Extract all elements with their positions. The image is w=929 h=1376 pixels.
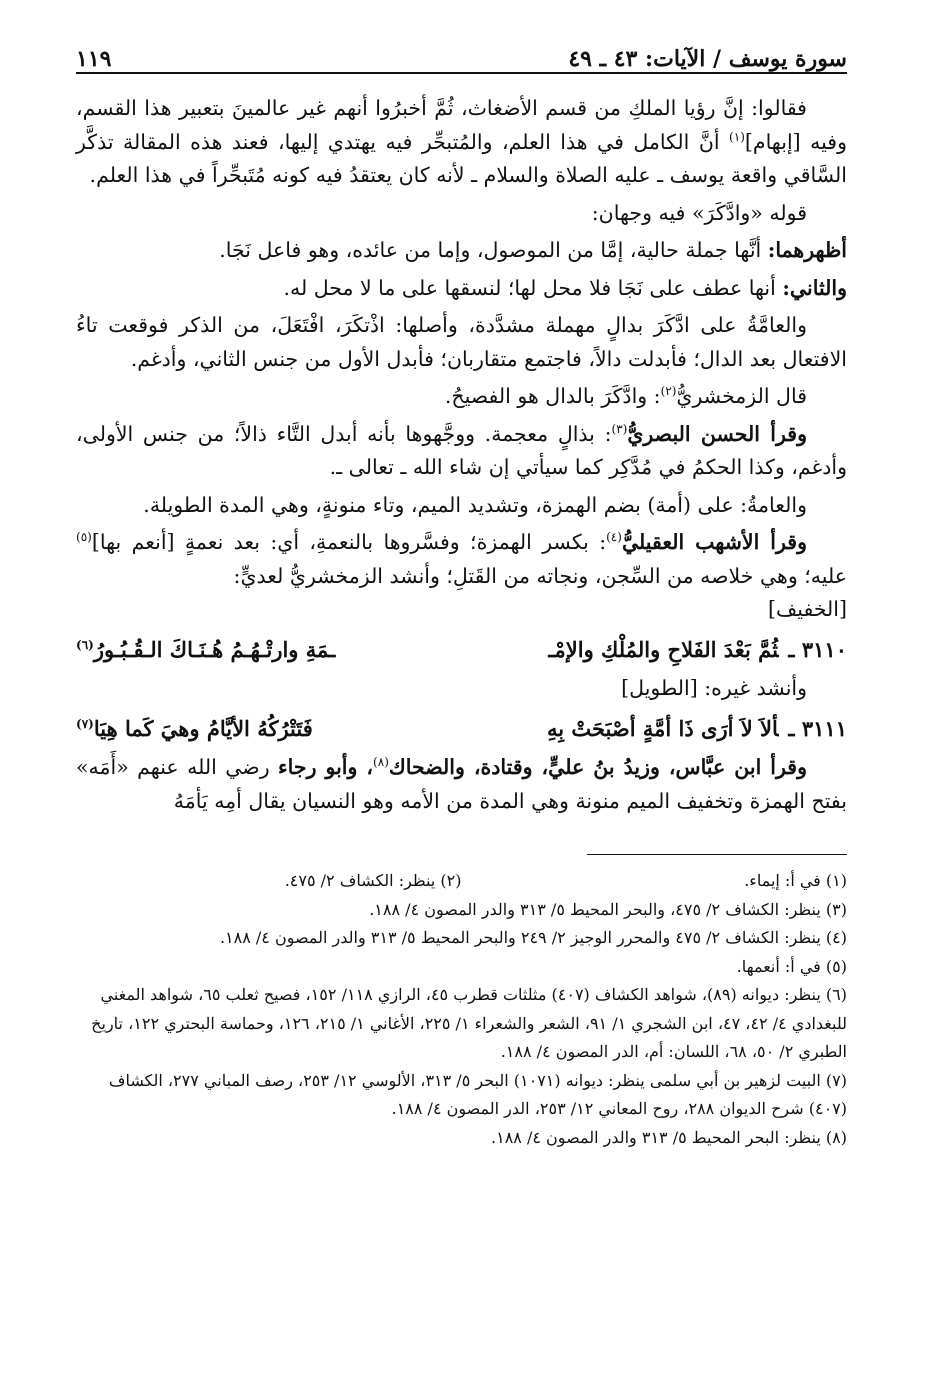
- poetry-verse: [76, 633, 847, 667]
- poetry-verse: [76, 712, 847, 746]
- footnote-1: (١) في أ: إيماء.: [744, 871, 847, 890]
- footnote-7: (٧) البيت لزهير بن أبي سلمى ينظر: ديوانه (١٠٧١) البحر ٥/ ٣١٣، الألوسي ١٢/ ٢٥٣، رصف المباني ٢٧٧، الكشاف (٤٠٧) شرح الديوان ٢٨٨، روح المعاني ١٢/ ٢٥٣، الدر المصون ٤/ ١٨٨.: [108, 1070, 847, 1118]
- footnotes: [76, 867, 847, 1152]
- bold-lead: أظهرهما:: [767, 238, 847, 262]
- running-title: سورة يوسف / الآيات: ٤٣ ـ ٤٩: [568, 46, 847, 72]
- footnote-ref[interactable]: (٣): [611, 421, 628, 436]
- footnote-6: (٦) ينظر: ديوانه (٨٩)، شواهد الكشاف (٤٠٧) مثلثات قطرب ٤٥، الرازي ١١٨/ ١٥٢، فصيح ثعلب ٦٥، شواهد المغني للبغدادي ٤/ ٤٢، ٤٧، ابن الشجري ١/ ٩١، الشعر والشعراء ١/ ٢٢٥، الأغاني ١/ ٢١٥، ١٢٦، وحماسة البحتري ١٢٢، تاريخ الطبري ٢/ ٥٠، ٦٨، اللسان: أم، الدر المصون ٤/ ١٨٨.: [91, 985, 847, 1061]
- paragraph: [76, 272, 847, 306]
- footnote-row: [76, 867, 847, 896]
- bold-lead: ، وأبو رجاء: [278, 755, 374, 779]
- text: فَتَتْرُكُهُ الأيَّامُ وهيَ كَما هِيَا: [93, 715, 313, 741]
- paragraph: [76, 309, 847, 376]
- bold-lead: والثاني:: [782, 275, 847, 300]
- verse-first-hemistich: [548, 633, 847, 667]
- verse-second-hemistich: [76, 633, 335, 667]
- paragraph: [76, 672, 847, 706]
- paragraph: [76, 380, 847, 414]
- text: ألاَ لاَ أرَى ذَا أمَّةٍ أصْبَحَتْ بِهِ: [546, 715, 779, 741]
- text: فقالوا: إنَّ رؤيا الملكِ من قسم الأضغاث، ثُمَّ أخبرُوا أنهم غير عالمينَ بتعبير هذا القسم، وفيه [إبهام]: [76, 96, 847, 154]
- text: وأنشد غيره: [الطويل]: [621, 676, 807, 700]
- verse-number: ٣١١٠ ـ: [788, 636, 847, 662]
- text: أنَّها جملة حالية، إمَّا من الموصول، وإما من عائده، وهو فاعل نَجَا.: [219, 238, 768, 262]
- paragraph: [76, 92, 847, 193]
- text: ـمَةِ وارتْـهُـمُ هُـنَـاكَ الـقُـبُـورُ: [93, 636, 336, 662]
- footnote-ref[interactable]: (٤): [606, 530, 622, 545]
- paragraph: [76, 418, 847, 485]
- text: عليه؛ وهي خلاصه من السِّجن، ونجاته من القَتلِ؛ وأنشد الزمخشريُّ لعديٍّ:: [233, 563, 847, 588]
- footnote-ref[interactable]: (١): [729, 129, 745, 144]
- paragraph: [76, 751, 847, 818]
- footnote-ref[interactable]: (٧): [76, 716, 94, 731]
- text: : بذالٍ معجمة. ووجَّهوها بأنه أبدل التَّاء ذالاً؛ من جنس الأولى، وأدغم، وكذا الحكمُ في مُدَّكِر كما سيأتي إن شاء الله ـ تعالى ـ.: [76, 421, 847, 479]
- footnote-2: (٢) ينظر: الكشاف ٢/ ٤٧٥.: [284, 871, 462, 890]
- page-header: [76, 38, 847, 74]
- footnote-ref[interactable]: (٦): [76, 637, 94, 652]
- text: ثُمَّ بَعْدَ الفَلاحِ والمُلْكِ والإمْـ: [548, 636, 779, 662]
- footnote-ref[interactable]: (٥): [76, 530, 92, 545]
- footnote-ref[interactable]: (٨): [373, 755, 389, 770]
- text: : وادَّكَرَ بالدال هو الفصيحُ.: [444, 384, 661, 408]
- bold-lead: وقرأ الحسن البصريُّ: [627, 421, 807, 446]
- text: قوله «وادَّكَرَ» فيه وجهان:: [591, 200, 807, 225]
- footnote-divider: [587, 854, 847, 855]
- footnote-8: (٨) ينظر: البحر المحيط ٥/ ٣١٣ والدر المصون ٤/ ١٨٨.: [491, 1127, 847, 1147]
- bold-lead: وقرأ ابن عبَّاس، وزيدُ بنُ عليٍّ، وقتادة، والضحاك: [388, 755, 807, 779]
- paragraph: [76, 526, 847, 627]
- footnote-5: (٥) في أ: أنعمها.: [736, 956, 847, 976]
- main-text: [76, 92, 847, 818]
- bold-lead: وقرأ الأشهب العقيليُّ: [621, 530, 807, 554]
- footnote-3: (٣) ينظر: الكشاف ٢/ ٤٧٥، والبحر المحيط ٥/ ٣١٣ والدر المصون ٤/ ١٨٨.: [369, 899, 847, 919]
- text: والعامةُ: على (أمة) بضم الهمزة، وتشديد الميم، وتاء منونةٍ، وهي المدة الطويلة.: [143, 492, 807, 517]
- text: رضي الله عنهم «أَمَه» بفتح الهمزة وتخفيف الميم منونة وهي المدة من الأمه وهو النسيان يقال أمِه يَأمَهُ: [76, 755, 847, 813]
- paragraph: [76, 234, 847, 268]
- text: أنها عطف على نَجَا فلا محل لها؛ لنسقها على ما لا محل له.: [283, 275, 783, 300]
- text: والعامَّةُ على ادَّكَرَ بدالٍ مهملة مشدَّدة، وأصلها: اذْتكَرَ، افْتَعَلَ، من الذكر فوقعت تاءُ الافتعال بعد الدال؛ فأبدلت دالاً، فاجتمع متقاربان؛ فأبدل الأول من جنس الثاني، وأدغم.: [76, 313, 847, 371]
- text: : بكسر الهمزة؛ وفسَّروها بالنعمةِ، أي: بعد نعمةٍ [أنعم بها]: [91, 530, 607, 554]
- verse-second-hemistich: [76, 712, 313, 746]
- text: قال الزمخشريُّ: [676, 384, 807, 408]
- footnote-ref[interactable]: (٢): [660, 384, 677, 399]
- verse-first-hemistich: [547, 712, 847, 746]
- paragraph: [76, 489, 847, 523]
- page-number: ١١٩: [76, 46, 112, 72]
- text: أنَّ الكامل في هذا العلم، والمُتبحِّر فيه يهتدي إليها، فعند هذه المقالة تذكَّر السَّاقي واقعة يوسف ـ عليه الصلاة والسلام ـ لأنه كان يعتقدُ فيه كونه مُتَبحِّراً في هذا العلم.: [76, 129, 847, 187]
- paragraph: [76, 197, 847, 231]
- footnote-4: (٤) ينظر: الكشاف ٢/ ٤٧٥ والمحرر الوجيز ٢/ ٢٤٩ والبحر المحيط ٥/ ٣١٣ والدر المصون ٤/ ١٨٨.: [219, 928, 847, 947]
- meter-label: [الخفيف]: [768, 597, 847, 621]
- verse-number: ٣١١١ ـ: [788, 715, 847, 741]
